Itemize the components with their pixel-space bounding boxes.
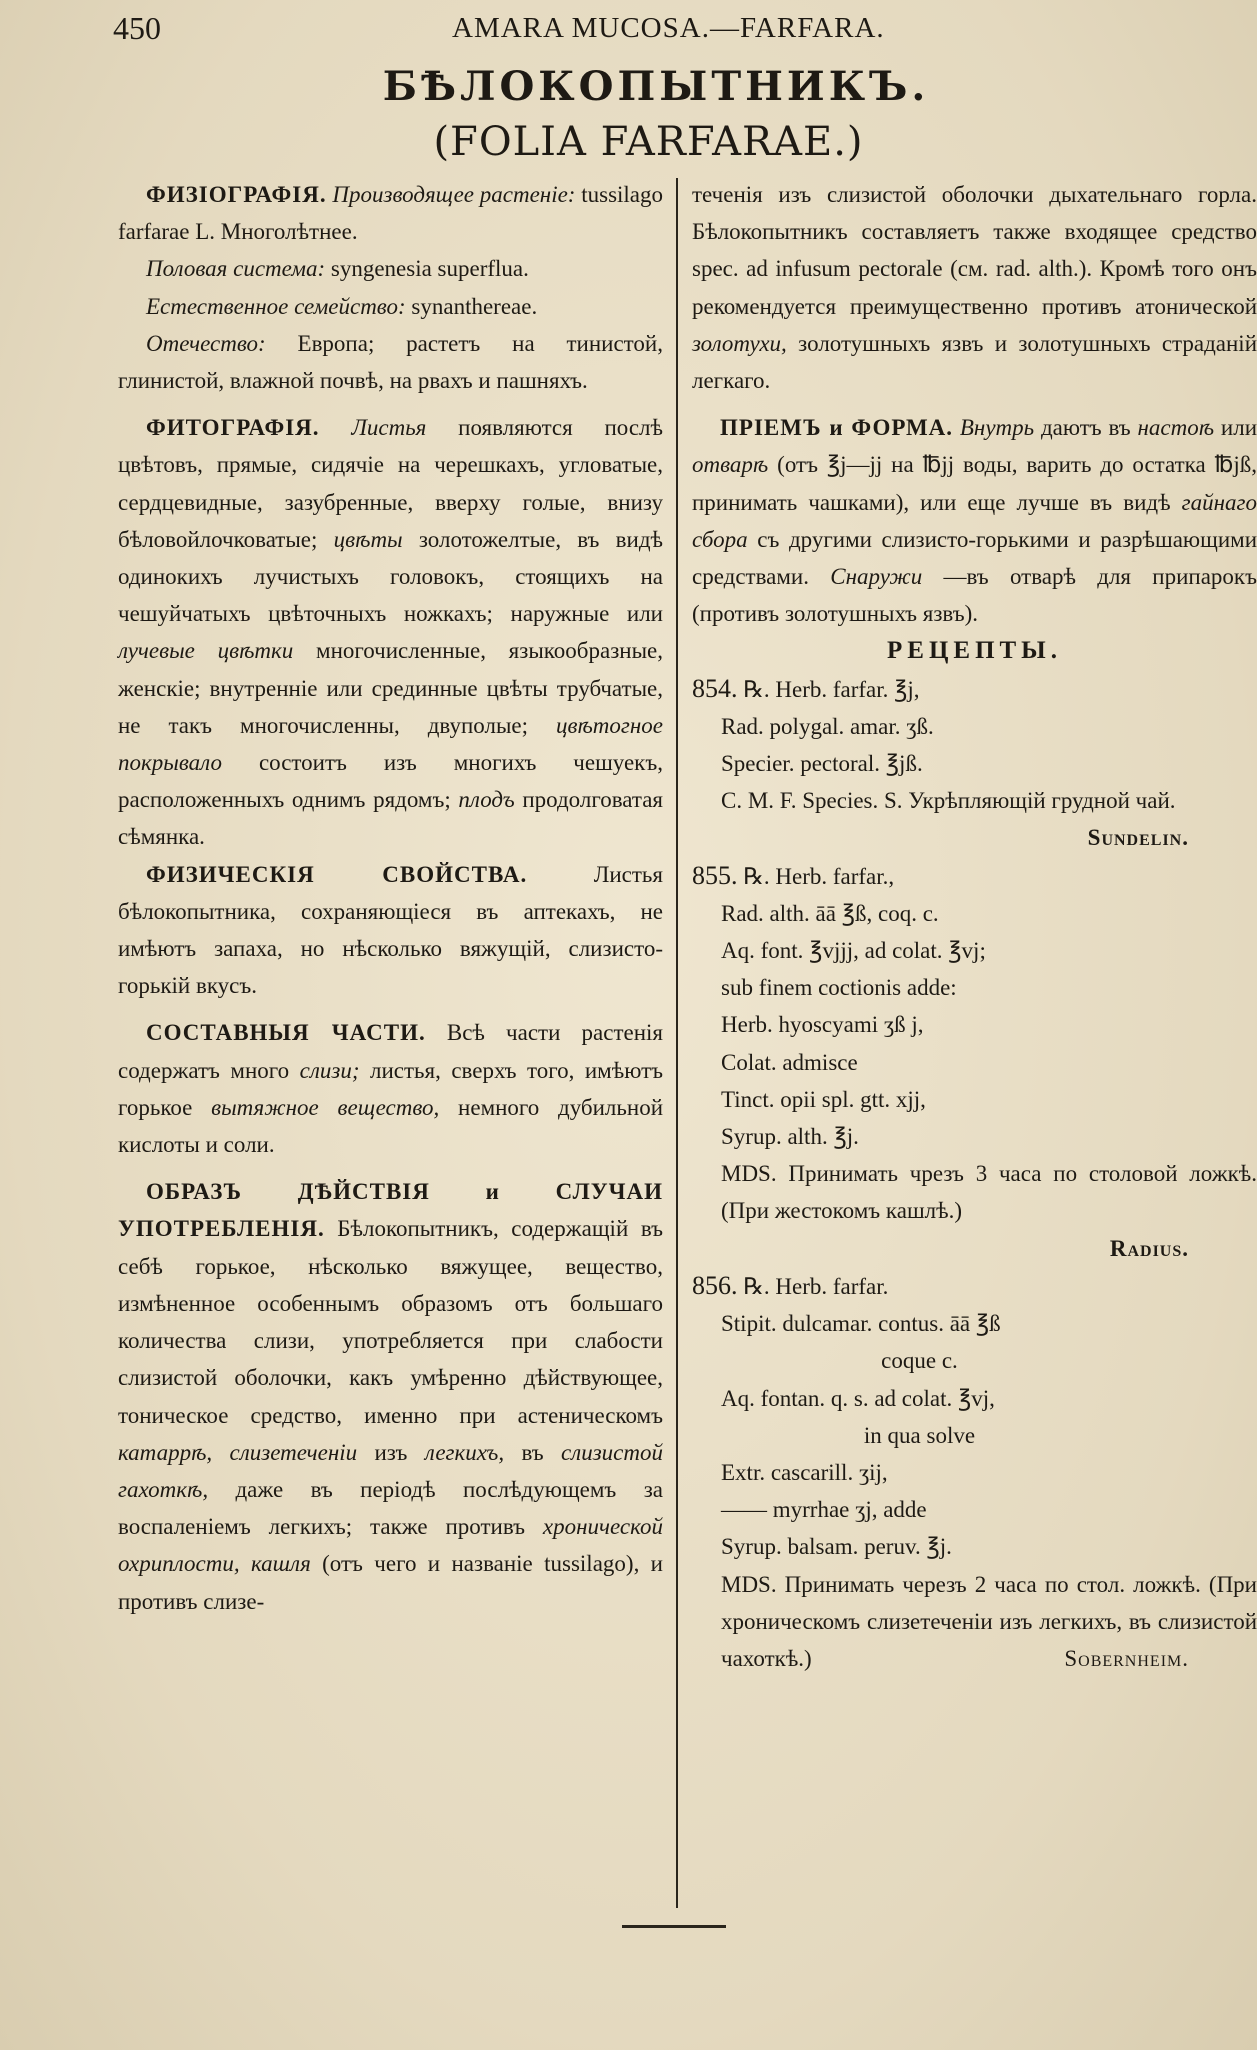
physical-section — [118, 856, 663, 1005]
recipe-line: —— myrrhae ʒj, adde — [721, 1497, 927, 1523]
body-text: Листья бѣлокопытника, сохраняющіеся въ аптекахъ, не имѣютъ запаха, но нѣсколько вяжущій, слизисто-горькій вкусъ. — [118, 861, 663, 999]
recipe-line-text: ℞. Herb. farfar., — [743, 863, 895, 889]
recipe-author: Sobernheim. — [1064, 1645, 1189, 1671]
homeland-line — [118, 325, 663, 399]
recipe-line-text: ℞. Herb. farfar. — [743, 1273, 889, 1299]
recipe-line — [692, 1267, 1257, 1305]
body-text: Всѣ части растенія содержатъ много — [118, 1020, 664, 1083]
recipe-855 — [692, 857, 1257, 1267]
running-head — [0, 10, 1257, 54]
parts-section — [118, 1014, 663, 1163]
term: Листья — [351, 415, 427, 441]
dosage-section — [692, 409, 1257, 632]
recipe-line: Colat. admisce — [721, 1049, 858, 1075]
recipe-line: in qua solve — [863, 1422, 976, 1448]
recipe-line: Rad. alth. āā ℥ß, coq. c. — [721, 900, 939, 926]
term: лучевые цвѣтки — [118, 638, 294, 664]
term: хронической охриплости, кашля — [118, 1514, 664, 1577]
recipe-line: Extr. cascarill. ʒij, — [721, 1459, 888, 1485]
recipe-number: 856. — [692, 1270, 738, 1300]
term: слизи; — [299, 1057, 360, 1083]
recipe-line: Stipit. dulcamar. contus. āā ℥ß — [721, 1311, 1001, 1337]
term: отварѣ — [692, 452, 769, 478]
body-text: Бѣлокопытникъ, содержащій въ себѣ горькое, нѣсколько вяжущее, вещество, измѣненное особеннымъ образомъ отъ большаго количества слизи, употребляется при слабости слизистой оболочки, какъ умѣренно дѣйствующее, тоническое средство, именно при астеническомъ — [118, 1216, 663, 1428]
action-section — [118, 1173, 663, 1619]
body-text: немного дубильной кислоты и соли. — [118, 1094, 664, 1158]
body-text: многочисленные, языкообразные, женскіе; внутренніе или срединные цвѣты трубчатые, не такъ многочисленны, двуполые; — [118, 638, 663, 738]
body-text: состоитъ изъ многихъ чешуекъ, расположенныхъ однимъ рядомъ; — [118, 750, 664, 813]
recipe-author: Radius. — [1109, 1235, 1189, 1261]
running-title: AMARA MUCOSA.—FARFARA. — [452, 12, 885, 44]
section-heading: СОСТАВНЫЯ ЧАСТИ. — [146, 1020, 426, 1046]
article-title-block — [0, 60, 1257, 170]
recipe-line: coque c. — [881, 1348, 958, 1374]
left-column — [118, 176, 663, 1620]
body-text: даже въ періодѣ послѣдующемъ за воспаленіемъ легкихъ; также противъ — [118, 1476, 663, 1540]
body-text: теченія изъ слизистой оболочки дыхательнаго горла. Бѣлокопытникъ составляетъ также входящее средство spec. ad infusum pectorale (см. rad. alth.). Кромѣ того онъ рекомендуется преимущественно противъ атонической — [692, 182, 1257, 319]
system-line — [118, 250, 663, 287]
body-text: золотушныхъ язвъ и золотушныхъ страданій легкаго. — [692, 330, 1257, 394]
section-heading: ПРІЕМЪ и ФОРМА. — [720, 415, 954, 441]
recipe-line: Syrup. balsam. peruv. ℥j. — [721, 1534, 952, 1560]
recipe-line: Syrup. alth. ℥j. — [721, 1124, 859, 1150]
recipe-line: Herb. hyoscyami ʒß j, — [721, 1012, 924, 1038]
term: цвѣтогное покрывало — [118, 712, 663, 776]
term: гайнаго сбора — [692, 489, 1257, 552]
section-heading: ФИЗІОГРАФІЯ. — [146, 182, 327, 207]
recipe-line: sub finem coctionis adde: — [721, 975, 957, 1001]
recipe-line: Rad. polygal. amar. ʒß. — [721, 713, 934, 739]
section-heading: ФИТОГРАФІЯ. — [146, 415, 320, 441]
body-text: продолговатая сѣмянка. — [118, 787, 664, 850]
family-line — [118, 288, 663, 325]
term: Отечество: — [146, 330, 266, 356]
recipe-line — [692, 670, 1257, 708]
right-column — [692, 176, 1257, 1677]
body-text: (отъ ℥j—jj на ℔jj воды, варить до остатка ℔jß, принимать чашками), или еще лучше въ видѣ — [692, 452, 1257, 515]
recipes-heading: РЕЦЕПТЫ. — [887, 637, 1062, 665]
section-heading: ФИЗИЧЕСКІЯ СВОЙСТВА. — [146, 861, 528, 887]
recipe-line: Tinct. opii spl. gtt. xjj, — [721, 1086, 926, 1112]
body-text: —въ отварѣ для припарокъ (противъ золотушныхъ язвъ). — [692, 564, 1257, 627]
term: легкихъ, — [424, 1439, 505, 1465]
recipe-856 — [692, 1267, 1257, 1677]
action-continuation — [692, 176, 1257, 399]
recipe-author: Sundelin. — [1087, 825, 1189, 851]
term: плодъ — [458, 787, 515, 813]
term: цвѣты — [333, 526, 403, 552]
body-text: въ — [521, 1439, 544, 1465]
term: Естественное семейство: — [146, 293, 406, 319]
recipe-line: Aq. font. ℥vjjj, ad colat. ℥vj; — [721, 938, 986, 964]
body-text: появляются послѣ цвѣтовъ, прямые, сидячіе на черешкахъ, угловатые, сердцевидные, зазубренные, вверху голые, внизу бѣловойлочковатые; — [118, 415, 664, 552]
body-text: золотожелтые, въ видѣ одинокихъ лучистыхъ головокъ, стоящихъ на чешуйчатыхъ цвѣточныхъ ножкахъ; наружные или — [118, 526, 664, 627]
term: катаррѣ, слизетеченіи — [118, 1439, 358, 1465]
end-ornament-rule — [622, 1925, 726, 1928]
recipe-number: 854. — [692, 673, 738, 703]
article-title: БѢЛОКОПЫТНИКЪ. — [382, 63, 930, 110]
recipe-signature — [692, 1566, 1257, 1678]
recipe-number: 855. — [692, 860, 738, 890]
body-text: tussilago farfarae L. Многолѣтнее. — [118, 182, 664, 245]
term: Производящее растеніе: — [332, 182, 576, 207]
body-text: syngenesia superflua. — [330, 256, 529, 282]
recipe-line: Aq. fontan. q. s. ad colat. ℥vj, — [721, 1385, 995, 1411]
phytography-section — [118, 409, 663, 855]
term: золотухи, — [692, 330, 787, 356]
recipe-line — [692, 857, 1257, 895]
recipe-signature-text: MDS. Принимать черезъ 2 часа по стол. ложкѣ. (При хроническомъ слизетеченіи изъ легкихъ, въ слизистой чахоткѣ.) — [721, 1571, 1257, 1671]
term: Половая система: — [146, 256, 326, 282]
term: слизистой гахоткѣ, — [118, 1439, 663, 1502]
recipe-854 — [692, 670, 1257, 857]
physiography-section — [118, 176, 663, 250]
body-text: листья, сверхъ того, имѣютъ горькое — [118, 1057, 664, 1120]
term: вытяжное вещество, — [211, 1094, 440, 1120]
recipe-signature: MDS. Принимать чрезъ 3 часа по столовой ложкѣ. (При жестокомъ кашлѣ.) — [721, 1161, 1257, 1224]
recipe-signature: C. M. F. Species. S. Укрѣпляющій грудной чай. — [721, 788, 1176, 814]
body-text: съ другими слизисто-горькими и разрѣшающими средствами. — [692, 526, 1257, 590]
body-text: (отъ чего и названіе tussilago), и противъ слизе- — [118, 1551, 663, 1614]
term: Внутрь — [959, 415, 1035, 441]
recipe-line-text: ℞. Herb. farfar. ℥j, — [743, 676, 920, 702]
recipe-line: Specier. pectoral. ℥jß. — [721, 751, 923, 777]
term: настоѣ — [1137, 415, 1215, 441]
page-number: 450 — [113, 10, 161, 46]
column-divider — [676, 178, 678, 1908]
body-text: даютъ въ — [1040, 415, 1131, 441]
term: Снаружи — [830, 564, 923, 590]
body-text: изъ — [374, 1439, 408, 1465]
article-latin-title: (FOLIA FARFARAE.) — [433, 119, 864, 165]
section-heading: ОБРАЗЪ ДѢЙСТВІЯ и СЛУЧАИ УПОТРЕБЛЕНІЯ. — [118, 1179, 663, 1242]
body-text: Европа; растетъ на тинистой, глинистой, влажной почвѣ, на рвахъ и пашняхъ. — [118, 330, 663, 394]
body-text: synanthereae. — [411, 293, 538, 319]
body-text: или — [1220, 415, 1257, 441]
